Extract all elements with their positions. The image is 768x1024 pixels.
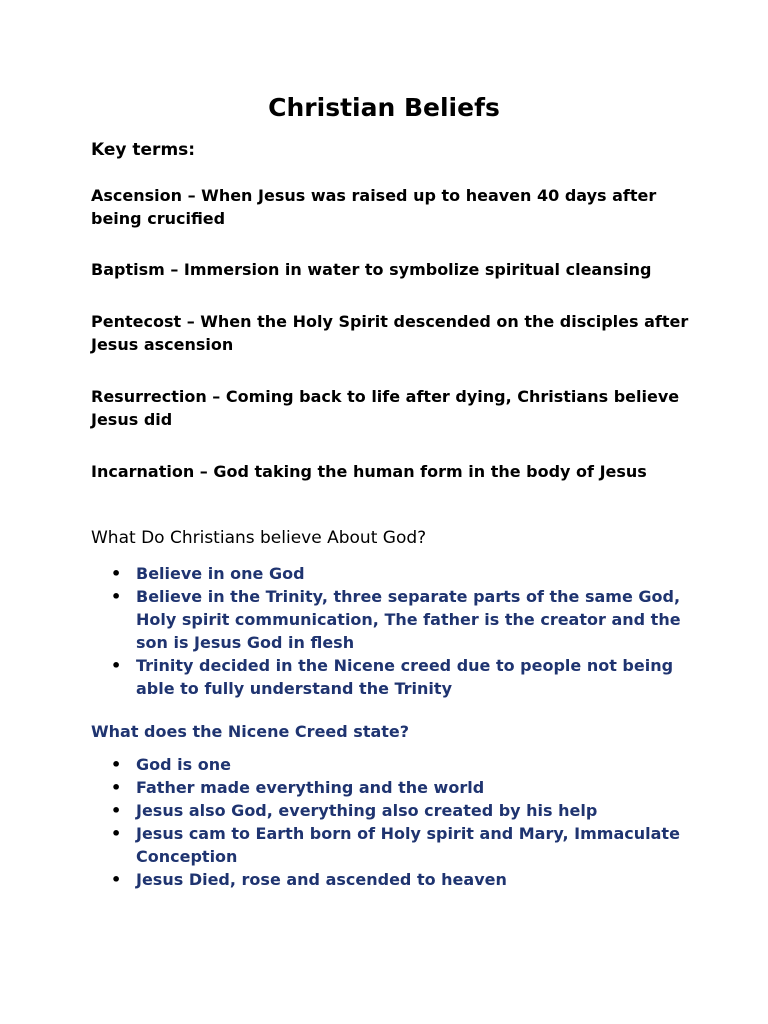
section-god-heading: What Do Christians believe About God? bbox=[91, 528, 427, 548]
term-incarnation: Incarnation – God taking the human form in the body of Jesus bbox=[91, 462, 647, 481]
section-creed-list bbox=[91, 753, 691, 891]
bullet-icon: • bbox=[111, 801, 122, 820]
bullet-icon: • bbox=[111, 564, 122, 583]
list-item bbox=[91, 822, 691, 868]
term-baptism: Baptism – Immersion in water to symbolize spiritual cleansing bbox=[91, 260, 652, 279]
bullet-icon: • bbox=[111, 587, 122, 606]
term-ascension: Ascension – When Jesus was raised up to heaven 40 days after being crucified bbox=[91, 186, 657, 228]
bullet-icon: • bbox=[111, 778, 122, 797]
list-item bbox=[91, 753, 691, 776]
list-item-text: Father made everything and the world bbox=[136, 778, 485, 797]
list-item bbox=[91, 868, 691, 891]
page-title: Christian Beliefs bbox=[268, 93, 500, 122]
list-item bbox=[91, 585, 691, 654]
list-item bbox=[91, 799, 691, 822]
list-item-text: Believe in one God bbox=[136, 564, 305, 583]
list-item bbox=[91, 776, 691, 799]
list-item-text: Jesus Died, rose and ascended to heaven bbox=[136, 870, 507, 889]
bullet-icon: • bbox=[111, 824, 122, 843]
list-item-text: Trinity decided in the Nicene creed due to people not being able to fully understand the Trinity bbox=[136, 656, 674, 698]
list-item-text: Jesus also God, everything also created by his help bbox=[136, 801, 598, 820]
section-creed-heading: What does the Nicene Creed state? bbox=[91, 722, 410, 741]
list-item-text: Jesus cam to Earth born of Holy spirit and Mary, Immaculate Conception bbox=[136, 824, 680, 866]
list-item bbox=[91, 562, 691, 585]
section-god-list bbox=[91, 562, 691, 700]
term-pentecost: Pentecost – When the Holy Spirit descended on the disciples after Jesus ascension bbox=[91, 312, 689, 354]
list-item bbox=[91, 654, 691, 700]
term-resurrection: Resurrection – Coming back to life after dying, Christians believe Jesus did bbox=[91, 387, 680, 429]
bullet-icon: • bbox=[111, 870, 122, 889]
list-item-text: Believe in the Trinity, three separate parts of the same God, Holy spirit communication, The father is the creator and the son is Jesus God in flesh bbox=[136, 587, 681, 652]
list-item-text: God is one bbox=[136, 755, 231, 774]
bullet-icon: • bbox=[111, 755, 122, 774]
bullet-icon: • bbox=[111, 656, 122, 675]
key-terms-heading: Key terms: bbox=[91, 140, 196, 160]
